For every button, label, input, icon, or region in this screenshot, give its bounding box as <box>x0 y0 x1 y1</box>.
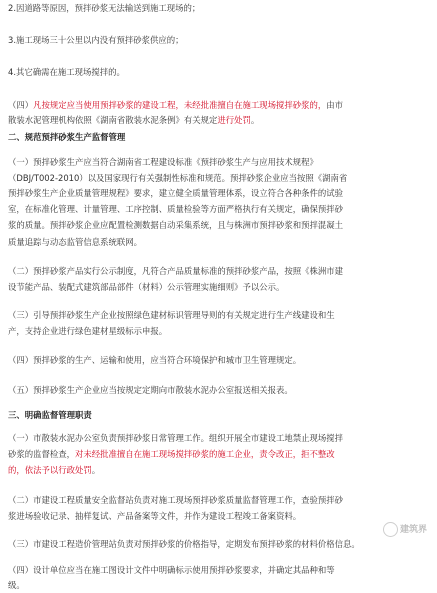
paragraph-four-line-2 <box>8 114 431 127</box>
list-item-4: 4.其它确需在施工现场搅拌的。 <box>8 67 125 77</box>
s2-paragraph-1-line: （一）预拌砂浆生产应当符合湖南省工程建设标准《预拌砂浆生产与应用技术规程》 <box>8 157 318 167</box>
period: 。 <box>250 115 260 125</box>
penalty-warning-text: 凡按规定应当使用预拌砂浆的建设工程，未经批准擅自在施工现场搅拌砂浆的， <box>33 100 327 110</box>
paragraph-four-text: 由市 <box>326 100 343 110</box>
list-item-2: 2.因道路等原因，预拌砂浆无法输送到施工现场的； <box>8 3 201 13</box>
s2-paragraph-2-line: （二）预拌砂浆产品实行公示制度，凡符合产品质量标准的预拌砂浆产品，按照《株洲市建 <box>8 266 343 276</box>
paragraph-four-number: （四） <box>8 100 34 110</box>
watermark <box>383 522 427 537</box>
s2-paragraph-5: （五）预拌砂浆生产企业应当按规定定期向市散装水泥办公室报送相关报表。 <box>8 385 293 395</box>
watermark-logo-icon <box>383 522 398 537</box>
s2-paragraph-3-line: 产，支持企业进行绿色建材星级标示申报。 <box>8 326 168 336</box>
s3-paragraph-2-line: （二）市建设工程质量安全监督站负责对施工现场预拌砂浆质量监督管理工作，查验预拌砂 <box>8 495 343 505</box>
penalty-text: 进行处罚 <box>217 115 251 125</box>
s2-paragraph-2-line: 设节能产品、装配式建筑部品部件（材料）公示管理实施细则》予以公示。 <box>8 282 285 292</box>
s2-paragraph-1-line: 质量追踪与动态监管信息系统联网。 <box>8 237 142 247</box>
s3-paragraph-1-text: 砂浆的监督检查， <box>8 449 75 459</box>
s2-paragraph-1-line: 室，在标准化管理、计量管理、工序控制、质量检验等方面严格执行有关规定，确保预拌砂 <box>8 204 343 214</box>
s3-paragraph-1-line-1: （一）市散装水泥办公室负责预拌砂浆日常管理工作。组织开展全市建设工地禁止现场搅拌 <box>8 433 343 443</box>
s2-paragraph-1-line: 预拌砂浆生产企业质量管理规程》要求，建立健全质量管理体系，设立符合各种条件的试验 <box>8 188 343 198</box>
s3-paragraph-1-line-3 <box>8 464 431 477</box>
section-three-heading: 三、明确监督管理职责 <box>8 410 92 420</box>
s3-paragraph-4-line: 级。 <box>8 580 25 590</box>
section-two-heading: 二、规范预拌砂浆生产监督管理 <box>8 132 126 142</box>
paragraph-four-text-2: 散装水泥管理机构依照《湖南省散装水泥条例》有关规定 <box>8 115 218 125</box>
s2-paragraph-4: （四）预拌砂浆的生产、运输和使用，应当符合环境保护和城市卫生管理规定。 <box>8 355 302 365</box>
list-item-3: 3.施工现场三十公里以内没有预拌砂浆供应的； <box>8 35 184 45</box>
penalty-text: 的，依法予以行政处罚 <box>8 465 92 475</box>
s3-paragraph-3: （三）市建设工程造价管理站负责对预拌砂浆的价格指导，定期发布预拌砂浆的材料价格信息。 <box>8 539 360 549</box>
s2-paragraph-1-line: （DBJ/T002-2010）以及国家现行有关强制性标准和规范。预拌砂浆企业应当按照《湖南省 <box>8 173 348 183</box>
s2-paragraph-1-line: 浆的质量。预拌砂浆企业应配置检测数据自动采集系统，且与株洲市预拌砂浆和预拌混凝土 <box>8 220 343 230</box>
s3-paragraph-1-line-2 <box>8 448 431 461</box>
paragraph-four-line-1 <box>8 99 431 112</box>
penalty-warning-text: 对未经批准擅自在施工现场搅拌砂浆的施工企业，责令改正，拒不整改 <box>75 449 335 459</box>
s2-paragraph-3-line: （三）引导预拌砂浆生产企业按照绿色建材标识管理导则的有关规定进行生产线建设和生 <box>8 310 335 320</box>
period: 。 <box>91 465 101 475</box>
s3-paragraph-2-line: 浆进场验收记录、抽样复试、产品备案等文件，并作为建设工程竣工备案资料。 <box>8 511 302 521</box>
watermark-text: 建筑界 <box>399 525 427 535</box>
s3-paragraph-4-line: （四）设计单位应当在施工图设计文件中明确标示使用预拌砂浆要求，并确定其品种和等 <box>8 565 335 575</box>
